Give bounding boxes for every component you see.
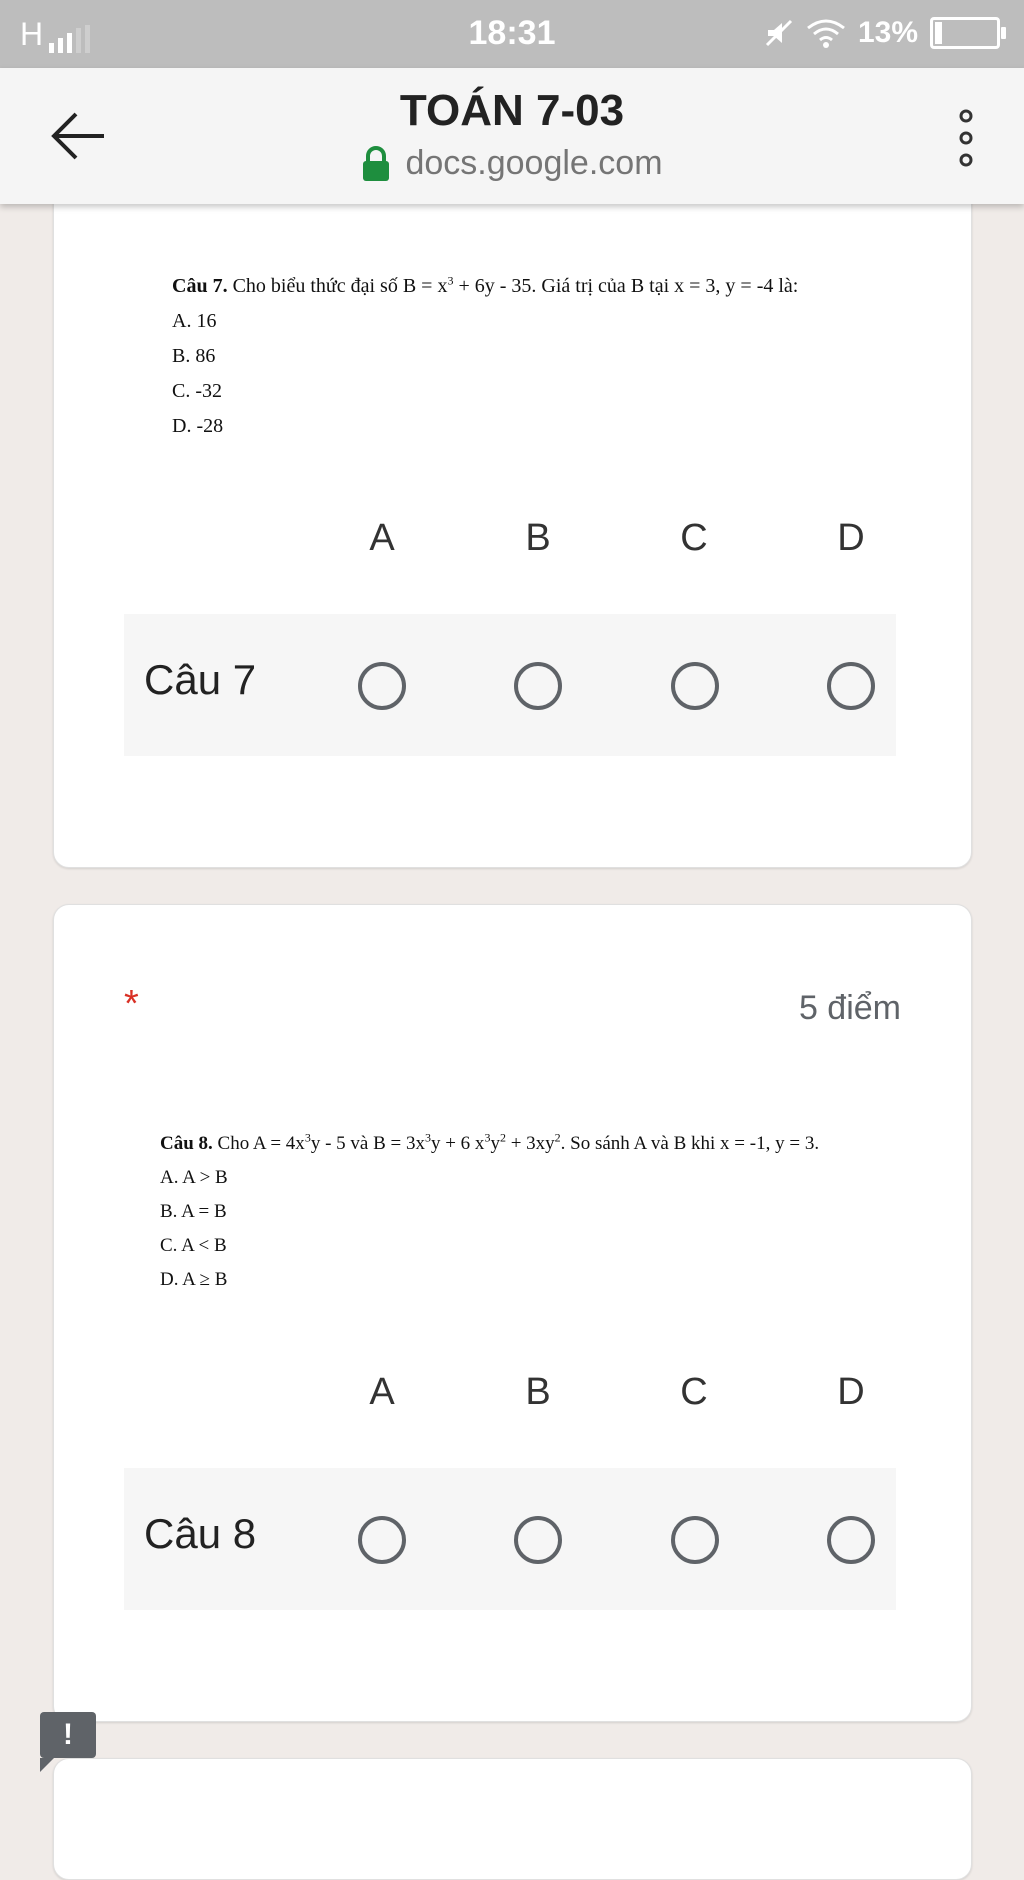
column-c: C [680, 517, 708, 559]
radio-cau8-b[interactable] [514, 1516, 562, 1564]
row-label: Câu 7 [144, 656, 257, 703]
radio-cau7-a[interactable] [358, 662, 406, 710]
question-text-7 [172, 269, 798, 444]
exponent: 3 [304, 1130, 311, 1145]
option-b: B. A = B [160, 1201, 227, 1222]
column-d: D [837, 517, 865, 559]
status-bar [0, 0, 1024, 68]
stem-part: Cho A = 4x [212, 1133, 305, 1154]
stem-part: + 6y - 35. Giá trị của B tại x = 3, y = -4 là: [453, 275, 799, 297]
battery-percent: 13% [857, 16, 918, 49]
column-d: D [837, 1371, 865, 1413]
url-row[interactable] [0, 144, 1024, 183]
option-c: C. A < B [160, 1235, 227, 1256]
network-type: H [20, 16, 44, 52]
column-c: C [680, 1371, 708, 1413]
radio-cau8-a[interactable] [358, 1516, 406, 1564]
stem-part: y + 6 x [430, 1133, 485, 1154]
column-b: B [525, 517, 551, 559]
stem-part: Cho biểu thức đại số B = x [227, 275, 448, 297]
clock: 18:31 [468, 14, 556, 52]
grid-header [54, 1363, 971, 1423]
stem-part: . So sánh A và B khi x = -1, y = 3. [560, 1133, 820, 1154]
exponent: 2 [499, 1130, 506, 1145]
question-stem [160, 1127, 819, 1161]
column-a: A [369, 517, 395, 559]
more-vert-icon[interactable] [956, 108, 976, 168]
question-number: Câu 8. [160, 1133, 213, 1154]
stem-part: + 3xy [505, 1133, 555, 1154]
stem-part: y [490, 1133, 500, 1154]
column-b: B [525, 1371, 551, 1413]
row-label: Câu 8 [144, 1510, 257, 1557]
question-card-next [53, 1758, 972, 1880]
grid-row-cau-7 [124, 614, 896, 756]
status-icons [764, 16, 1000, 50]
page-title: TOÁN 7-03 [399, 86, 625, 135]
radio-cau7-b[interactable] [514, 662, 562, 710]
stem-part: y - 5 và B = 3x [310, 1133, 425, 1154]
battery-icon [930, 17, 1000, 49]
option-b: B. 86 [172, 345, 216, 367]
question-text-8 [160, 1127, 819, 1297]
mute-icon [764, 18, 794, 48]
exponent: 3 [484, 1130, 491, 1145]
question-stem [172, 269, 798, 304]
points-label: 5 điểm [798, 989, 901, 1027]
option-d: D. A ≥ B [160, 1269, 228, 1290]
lock-icon [361, 146, 391, 182]
option-a: A. 16 [172, 310, 217, 332]
grid-header [54, 509, 971, 569]
exponent: 3 [424, 1130, 431, 1145]
radio-cau8-c[interactable] [671, 1516, 719, 1564]
grid-row-cau-8 [124, 1468, 896, 1610]
question-card-7 [53, 170, 972, 868]
radio-cau7-d[interactable] [827, 662, 875, 710]
radio-cau8-d[interactable] [827, 1516, 875, 1564]
app-bar [0, 68, 1024, 204]
exponent: 2 [554, 1130, 561, 1145]
wifi-icon [806, 18, 846, 48]
option-a: A. A > B [160, 1167, 228, 1188]
radio-cau7-c[interactable] [671, 662, 719, 710]
question-number: Câu 7. [172, 275, 228, 297]
required-mark: * [124, 983, 139, 1025]
option-d: D. -28 [172, 415, 224, 437]
url-text: docs.google.com [405, 144, 663, 182]
exponent: 3 [447, 273, 454, 288]
column-a: A [369, 1371, 395, 1413]
report-icon[interactable]: ! [40, 1712, 96, 1758]
option-c: C. -32 [172, 380, 222, 402]
question-card-8 [53, 904, 972, 1722]
